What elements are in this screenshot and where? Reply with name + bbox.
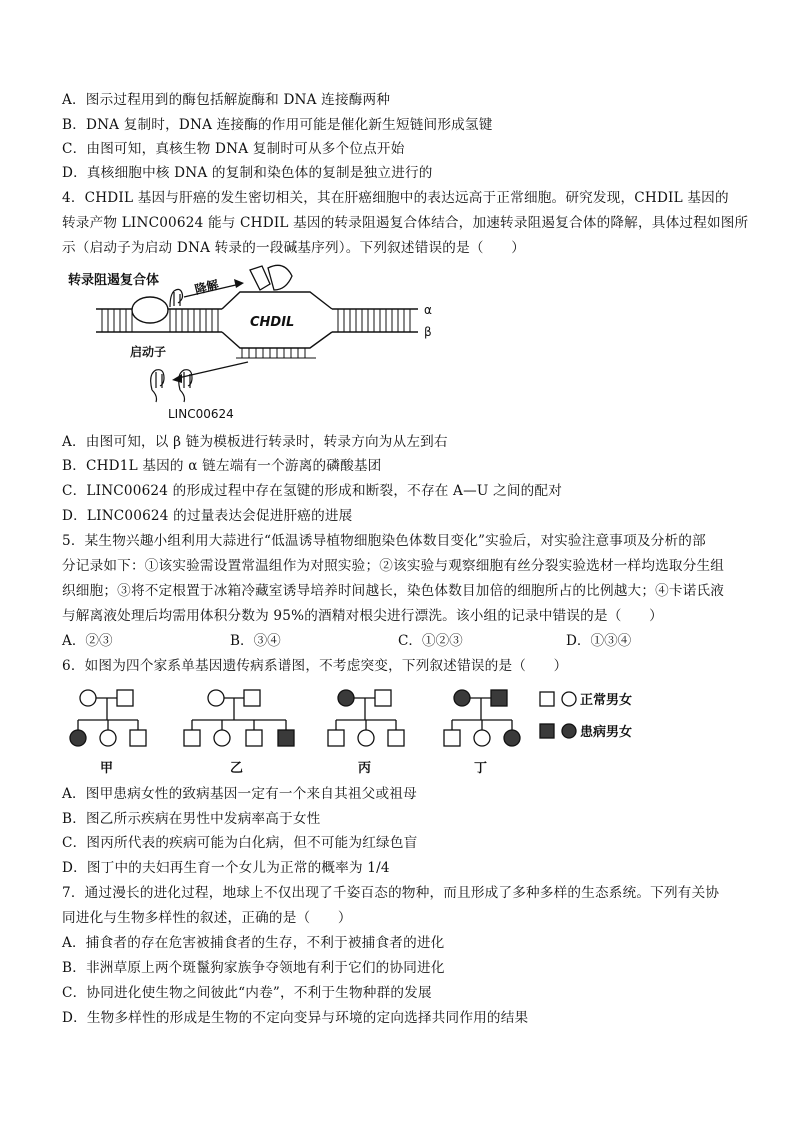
alpha-strand-label: α (424, 303, 432, 317)
family-label-bing: 丙 (358, 761, 372, 776)
q5-option-c: C．①②③ (398, 633, 463, 649)
pedigree-ding (444, 690, 520, 746)
q4-option-b: B．CHD1L 基因的 α 链左端有一个游离的磷酸基团 (62, 458, 382, 474)
pedigree-legend (540, 692, 576, 738)
q6-stem: 6．如图为四个家系单基因遗传病系谱图，不考虑突变，下列叙述错误的是（ ） (62, 658, 568, 674)
q4-stem-line-2: 转录产物 LINC00624 能与 CHDIL 基因的转录阻遏复合体结合，加速转录阻遏复合体的降解，具体过程如图所 (62, 215, 749, 231)
q5-stem-line-3: 织细胞；③将不定根置于冰箱冷藏室诱导培养时间越长，染色体数目加倍的细胞所占的比例越大；④卡诺氏液 (62, 583, 725, 599)
q4-stem-line-3: 示（启动子为启动 DNA 转录的一段碱基序列）。下列叙述错误的是（ ） (62, 240, 526, 256)
q3-option-c: C．由图可知，真核生物 DNA 复制时可从多个位点开始 (62, 141, 405, 157)
q7-stem-line-1: 7．通过漫长的进化过程，地球上不仅出现了千姿百态的物种，而且形成了多种多样的生态系统。下列有关协 (62, 885, 720, 901)
q7-option-a: A．捕食者的存在危害被捕食者的生存，不利于被捕食者的进化 (62, 935, 445, 951)
q5-stem-line-4: 与解离液处理后均需用体积分数为 95%的酒精对根尖进行漂洗。该小组的记录中错误的是（ ） (62, 608, 663, 624)
q7-stem-line-2: 同进化与生物多样性的叙述，正确的是（ ） (62, 910, 352, 926)
q3-option-d: D．真核细胞中核 DNA 的复制和染色体的复制是独立进行的 (62, 165, 433, 181)
q3-option-b: B．DNA 复制时，DNA 连接酶的作用可能是催化新生短链间形成氢键 (62, 117, 493, 133)
pedigree-yi (184, 690, 294, 746)
promoter-label: 启动子 (130, 345, 167, 359)
legend-normal-label: 正常男女 (580, 693, 633, 708)
q5-stem-line-2: 分记录如下：①该实验需设置常温组作为对照实验；②该实验与观察细胞有丝分裂实验选材一样均选取分生组 (62, 558, 725, 574)
q6-option-c: C．图丙所代表的疾病可能为白化病，但不可能为红绿色盲 (62, 835, 418, 851)
legend-affected-label: 患病男女 (580, 725, 633, 740)
q5-option-d: D．①③④ (566, 633, 632, 649)
q6-pedigree-figure (62, 682, 712, 782)
beta-strand-label: β (424, 325, 432, 339)
pedigree-jia (70, 690, 146, 746)
q4-option-c: C．LINC00624 的形成过程中存在氢键的形成和断裂，不存在 A—U 之间的配对 (62, 483, 563, 499)
q6-option-a: A．图甲患病女性的致病基因一定有一个来自其祖父或祖母 (62, 786, 417, 802)
q4-option-a: A．由图可知，以 β 链为模板进行转录时，转录方向为从左到右 (62, 434, 448, 450)
pedigree-bing (328, 690, 404, 746)
family-label-yi: 乙 (230, 761, 244, 776)
repressor-complex-label: 转录阻遏复合体 (68, 273, 160, 288)
degrade-label: 降解 (193, 277, 221, 297)
family-label-ding: 丁 (474, 761, 488, 776)
q7-option-c: C．协同进化使生物之间彼此“内卷”，不利于生物种群的发展 (62, 985, 432, 1001)
lnc-rna-label: LINC00624 (168, 407, 234, 421)
q4-option-d: D．LINC00624 的过量表达会促进肝癌的进展 (62, 508, 353, 524)
q7-option-d: D．生物多样性的形成是生物的不定向变异与环境的定向选择共同作用的结果 (62, 1010, 529, 1026)
q6-option-b: B．图乙所示疾病在男性中发病率高于女性 (62, 811, 321, 827)
gene-label: CHDIL (250, 315, 295, 330)
q5-stem-line-1: 5．某生物兴趣小组利用大蒜进行“低温诱导植物细胞染色体数目变化”实验后，对实验注意事项及分析的部 (62, 533, 706, 549)
q5-option-b: B．③④ (230, 633, 281, 649)
q3-option-a: A．图示过程用到的酶包括解旋酶和 DNA 连接酶两种 (62, 92, 391, 108)
q7-option-b: B．非洲草原上两个斑鬣狗家族争夺领地有利于它们的协同进化 (62, 960, 445, 976)
q4-transcription-figure (62, 262, 462, 422)
q6-option-d: D．图丁中的夫妇再生育一个女儿为正常的概率为 1/4 (62, 860, 390, 876)
q4-stem-line-1: 4．CHDIL 基因与肝癌的发生密切相关，其在肝癌细胞中的表达远高于正常细胞。研究发现，CHDIL 基因的 (62, 190, 729, 206)
family-label-jia: 甲 (100, 761, 114, 776)
q5-option-a: A．②③ (62, 633, 113, 649)
